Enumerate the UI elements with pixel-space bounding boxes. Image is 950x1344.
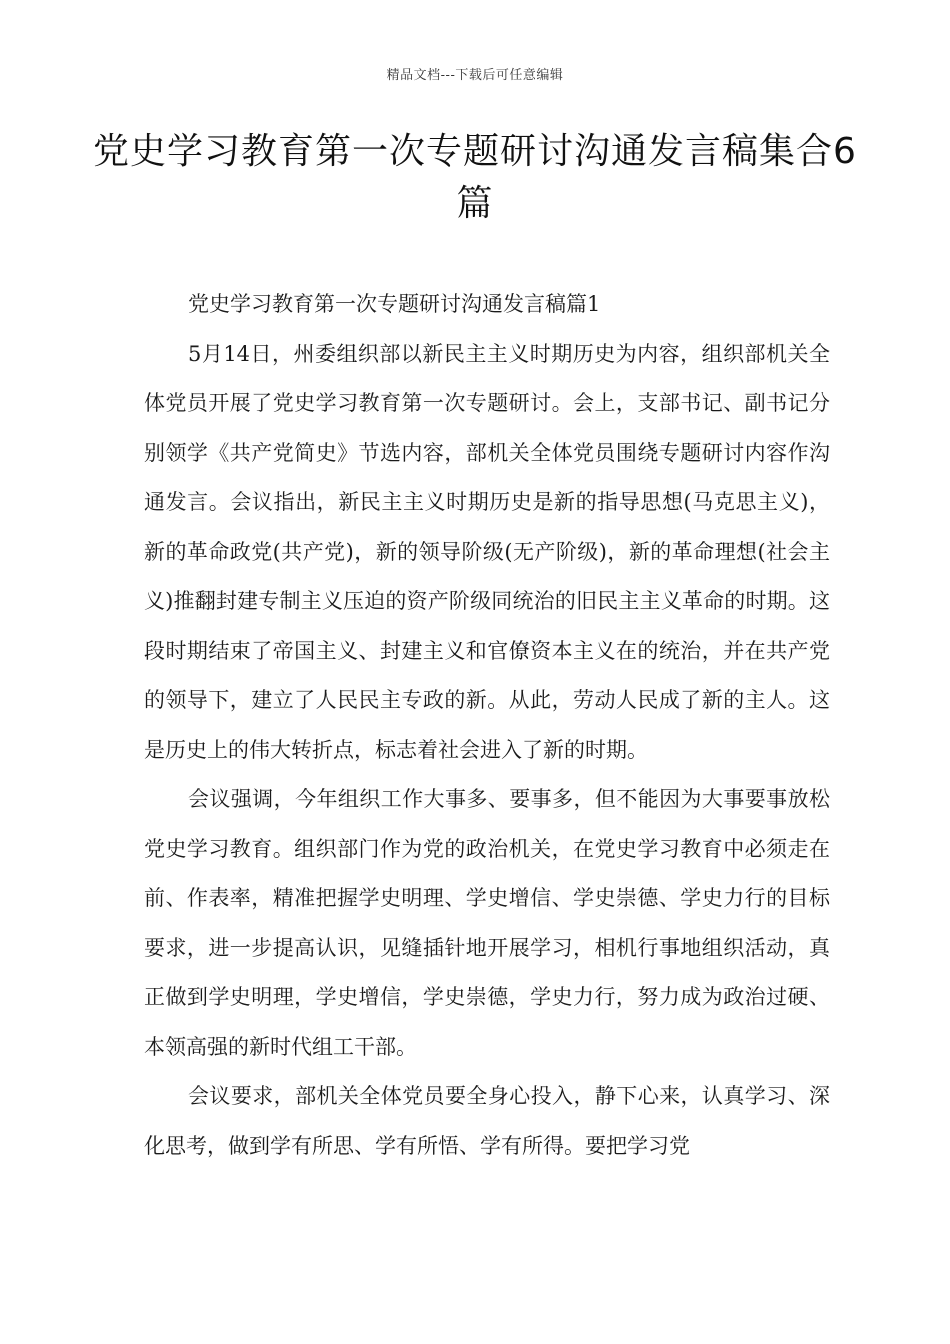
document-title: 党史学习教育第一次专题研讨沟通发言稿集合6篇 [93,131,857,224]
header-note: 精品文档---下载后可任意编辑 [386,68,564,83]
body-paragraph: 会议强调，今年组织工作大事多、要事多，但不能因为大事要事放松党史学习教育。组织部门作为党的政治机关，在党史学习教育中必须走在前、作表率，精准把握学史明理、学史增信、学史崇德、学史力行的目标要求，进一步提高认识，见缝插针地开展学习，相机行事地组织活动，真正做到学史明理，学史增信，学史崇德，学史力行，努力成为政治过硬、本领高强的新时代组工干部。 [144,787,830,1059]
section-heading: 党史学习教育第一次专题研讨沟通发言稿篇1 [188,292,601,316]
body-paragraph: 5月14日，州委组织部以新民主主义时期历史为内容，组织部机关全体党员开展了党史学习教育第一次专题研讨。会上，支部书记、副书记分别领学《共产党简史》节选内容，部机关全体党员围绕专题研讨内容作沟通发言。会议指出，新民主主义时期历史是新的指导思想(马克思主义)，新的革命政党(共产党)，新的领导阶级(无产阶级)，新的革命理想(社会主义)推翻封建专制主义压迫的资产阶级同统治的旧民主主义革命的时期。这段时期结束了帝国主义、封建主义和官僚资本主义在的统治，并在共产党的领导下，建立了人民民主专政的新。从此，劳动人民成了新的主人。这是历史上的伟大转折点，标志着社会进入了新的时期。 [144,341,830,762]
document-body [144,280,830,1171]
body-paragraph: 会议要求，部机关全体党员要全身心投入，静下心来，认真学习、深化思考，做到学有所思、学有所悟、学有所得。要把学习党 [144,1084,830,1158]
